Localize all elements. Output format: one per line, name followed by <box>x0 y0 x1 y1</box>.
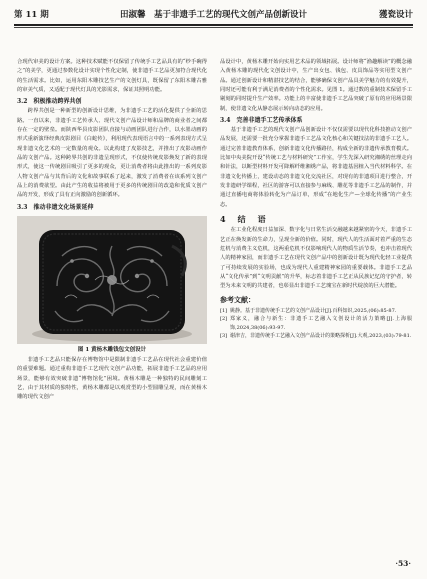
section-heading-conclusion: 4 结 语 <box>220 214 268 225</box>
paragraph: 基于非遗手工艺的现代文创产品创新设计不仅仅需要以现代化科技推动文创产品发展，还需要一批充分掌握非遗手工艺品文化核心和关键技法的非遗手工艺人。通过完善非遗教育体系，创新非遗文化传播路径，构成全新的非遗传承教育模式。比如中央美院开设“传统工艺与材料研究”工作室，学生先深入研究湘绣的丝理走向和针法，以断型材料开发可降解纤维湘绣产品，将非遗基因植入当代材料科学。在非遗文化传播上，建设动态的非遗文化交流社区，对现有的非遗项目进行整合，开发非遗研学课程，社区的游客可以直接参与麻线、雕花等非遗手工艺品的制作，并通过直播电商将体验转化为产品订单，形成“在地化生产—全球化传播”的产业生态。 <box>220 127 412 208</box>
right-column <box>220 58 412 341</box>
header-rule <box>14 24 413 26</box>
paragraph: 合现代审美的设计方案。这种技术赋能不仅保留了传统手工艺品具有的“纱手碗得之”的美学，更通过参数化设计实现个性化定制，使非遗手工艺品更加符合现代化的生活需求。比如，运用东阳木雕技艺生产的文创灯具，既保留了东阳木雕古雅的审美气质，又适配于现代灯具的光影需求，保证其照明功能。 <box>17 59 207 94</box>
section-heading-3-3: 3.3 推动非遗文化场景延伸 <box>17 203 94 211</box>
reference-number: [2] <box>220 316 228 323</box>
references-heading: 参考文献： <box>220 294 255 304</box>
reference-item <box>220 332 412 341</box>
journal-name: 獲瓷设计 <box>378 10 413 20</box>
figure-wallet-photo <box>17 216 207 344</box>
section-heading-3-2: 3.2 积极推动跨界共创 <box>17 98 82 106</box>
carved-wallet-image <box>17 216 207 344</box>
left-column <box>17 58 207 403</box>
article-running-title: 田淑馨 基于非遗手工艺的现代文创产品创新设计 <box>119 10 307 20</box>
running-header <box>14 6 413 22</box>
paragraph: 非遗手工艺品只能保存在博物馆中是限制非遗手工艺品在现代社会重建价值的重要难题。通过重构非遗手工艺现代文创产品功能，拓展非遗手工艺品的应用场景，能够有效突破非遗“博物馆化”困境。黄杨木雕是一种独特的民间雕刻工艺，由于其材质的独特性，黄杨木雕都是以观赏型的小型圆雕呈现，而在黄杨木雕的现代文创产 <box>17 356 207 401</box>
paragraph: 在工业化程度日益加深、数字化与日常生活交融越来越紧密的今天，非遗手工艺正在焕发新的生命力，呈现全新的价值。同时，现代人的生活面对着严重的生态危机与消费主义危机，这两重危机不仅影响现代人的物质生活节奏，也冲击着现代人的精神家园，而非遗手工艺在现代文创产品中的创新设计既为现代化轻工业提供了可持续发展的实验场，也成为现代人重建精神家园的重要载体。非遗手工艺品从“文化传承”到“文明贡献”的升华，标志着非遗手工艺正从民族记忆的守护者，转型为未来文明的共建者，也彰显出非遗手工艺瑰宝在新时代绽放的巨大潜能。 <box>220 227 412 290</box>
reference-text: 谢津吉，非遗传统手工艺融入文创产品设计的策略探析[J].大观,2023,(03):79-81. <box>230 333 412 340</box>
page-number: ·53· <box>395 559 411 568</box>
reference-number: [3] <box>220 333 228 340</box>
header-rule-thin <box>14 27 413 28</box>
reference-number: [1] <box>220 307 228 314</box>
figure-caption: 图 1 黄杨木雕钱包文创设计 <box>77 346 147 353</box>
issue-label: 第 11 期 <box>14 10 49 20</box>
paragraph: 品设计中，黄杨木雕开始向实用艺术品的领域拓展。设计师将“渔趣解读”的概念融入黄杨木雕的现代化文创设计中，生产出女包、钱包、皮具饰品等实用型文创产品。通过创新设计和精湛技艺的结合，能够确保文创产品具美学魅力的有效提升，同时还可能有利于满足消费者的个性化需求。见图 1。通过数的重制技术保留手工剔刻的同时提升生产效率。功能上的丰富使非遗手工艺品突破了原有的应用场景限制，使非遗文化从静态展示转向动态的应用。 <box>220 59 412 112</box>
paragraph: 跨界共创是一种新型的创新设计思维，为非遗手工艺的活化提供了全新的思路。一直以来，非遗手工艺传承人、现代文创产品设计师和品牌的商业者之间都存在一定的壁垒。而陕西华县皮影团队直接与动画团队进行合作，以水墨动画的形式重新演绎经典皮影剧目《白蛇传》，利用现代表现语言中的一系列表现方式呈现非遗文化艺术的一定数量的观众。以此构建了皮影技艺，并推出了皮影动画作品的文创产品。这种跨界共创的非遗呈现形式，不仅使传统皮影焕发了新的表现形式，使这一传统剧目吸引了更多的观众，更让消费者将由此推出的一系列皮影人物文创产品与其背后的文化和故事联系了起来，激发了消费者在该系列文创产品上的消费欲望。由此产生的收益将被用于更多的传统剧目的改造和优质文创产品的开发，形成了具有正向激励的创新循环。 <box>17 108 207 199</box>
reference-item <box>220 315 412 332</box>
reference-item <box>220 307 412 316</box>
section-heading-3-4: 3.4 完善非遗手工艺传承体系 <box>220 117 303 125</box>
reference-text: 郑家义，融合与新生：非遗手工艺融入文创设计的活力策略[J].上海服饰,2024,38(06):93-97. <box>230 316 412 331</box>
reference-text: 姚静。基于非遗传统手工艺的文创产品设计[J].百科知识,2025,(06):85-87. <box>230 307 397 314</box>
